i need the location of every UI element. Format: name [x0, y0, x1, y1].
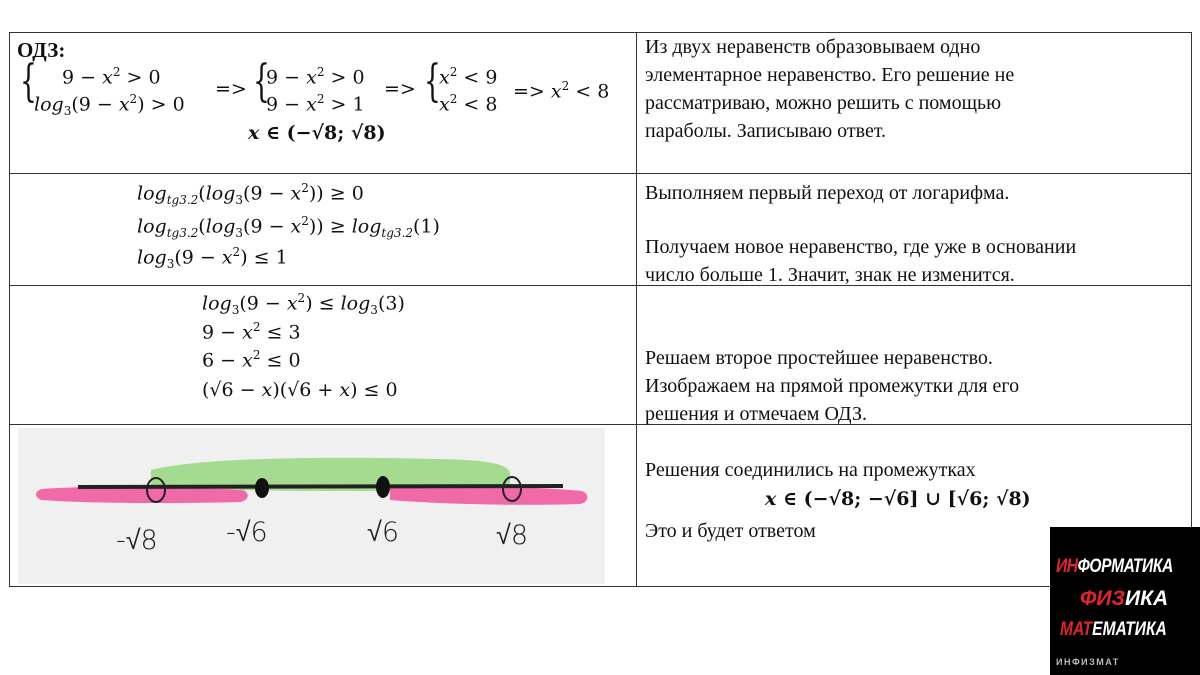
table-border-top [9, 32, 1192, 33]
logo-line-2: ФИЗИКА [1080, 587, 1169, 610]
row3-inequality-4: (√6 − x)(√6 + x) ≤ 0 [202, 379, 398, 401]
odz-inequality-2: $\log_3(9 - x^2) > 0$ [34, 92, 185, 119]
row4-answer: x ∈ (−√8; −√6] ∪ [√6; √8) [765, 488, 1031, 510]
logo-line-3: МАТЕМАТИКА [1060, 619, 1167, 640]
row1-explanation-line-1: Из двух неравенств образовываем одно [645, 36, 981, 58]
row1-explanation-line-2: элементарное неравенство. Его решение не [645, 64, 1015, 86]
odz-title: ОДЗ: [17, 38, 66, 62]
row2-explanation-line-1: Выполняем первый переход от логарифма. [645, 182, 1010, 204]
odz-final: => $x^2 < 8$ [513, 79, 610, 103]
point-neg-sqrt6-filled [255, 478, 269, 498]
infizmat-logo [1050, 527, 1200, 675]
table-border-bottom [9, 586, 1192, 587]
number-line-axis [78, 486, 563, 487]
row4-explanation-line-1: Решения соединились на промежутках [645, 459, 976, 481]
row3-explanation-line-3: решения и отмечаем ОДЗ. [645, 403, 868, 425]
row2-explanation-line-4: число больше 1. Значит, знак не изменится. [645, 264, 1015, 286]
odz-step3-2: $x^2 < 8$ [439, 92, 498, 116]
system-brace-2: { [253, 56, 270, 107]
row3-explanation-line-1: Решаем второе простейшее неравенство. [645, 347, 993, 369]
implies-2: => [384, 78, 416, 100]
row2-explanation-line-3: Получаем новое неравенство, где уже в основании [645, 236, 1077, 258]
row1-explanation-line-3: рассматриваю, можно решить с помощью [645, 92, 1002, 114]
logo-line-1: ИНФОРМАТИКА [1056, 556, 1173, 577]
odz-result: x ∈ (−√8; √8) [248, 122, 386, 144]
odz-step2-1: $9 - x^2 > 0$ [266, 65, 365, 89]
table-border-row1 [9, 173, 1192, 174]
system-brace-3: { [424, 56, 441, 107]
label-sqrt6: √6 [367, 517, 399, 548]
solution-pink-left [36, 487, 248, 503]
odz-step2-2: $9 - x^2 > 1$ [266, 92, 365, 116]
row4-explanation-line-2: Это и будет ответом [645, 520, 816, 542]
row3-inequality-3: $6 - x^2 \le 0$ [202, 348, 301, 372]
label-neg-sqrt6: -√6 [226, 517, 268, 548]
table-border-right [1191, 32, 1192, 587]
odz-inequality-1: $9 - x^2 > 0$ [62, 65, 161, 89]
row1-explanation-line-4: параболы. Записываю ответ. [645, 120, 887, 142]
table-border-left [9, 32, 10, 587]
system-brace-1: { [20, 56, 37, 107]
number-line-figure [18, 428, 605, 584]
table-border-middle [636, 32, 637, 587]
row2-inequality-2: $\log_{tg3.2}(\log_3(9 - x^2)) \ge \log_{tg3.2}(1)$ [137, 214, 440, 241]
logo-footer: ИНФИЗМАТ [1056, 657, 1120, 667]
row3-explanation-line-2: Изображаем на прямой промежутки для его [645, 375, 1020, 397]
label-neg-sqrt8: -√8 [116, 525, 158, 556]
row2-inequality-3: $\log_3(9 - x^2) \le 1$ [137, 245, 288, 272]
implies-1: => [215, 78, 247, 100]
row3-inequality-1: $\log_3(9 - x^2) \le \log_3(3)$ [202, 291, 405, 318]
point-sqrt6-filled [376, 476, 390, 498]
odz-step3-1: $x^2 < 9$ [439, 65, 498, 89]
row2-inequality-1: $\log_{tg3.2}(\log_3(9 - x^2)) \ge 0$ [137, 181, 364, 208]
table-border-row3 [9, 424, 1192, 425]
row3-inequality-2: $9 - x^2 \le 3$ [202, 320, 301, 344]
label-sqrt8: √8 [496, 520, 528, 551]
